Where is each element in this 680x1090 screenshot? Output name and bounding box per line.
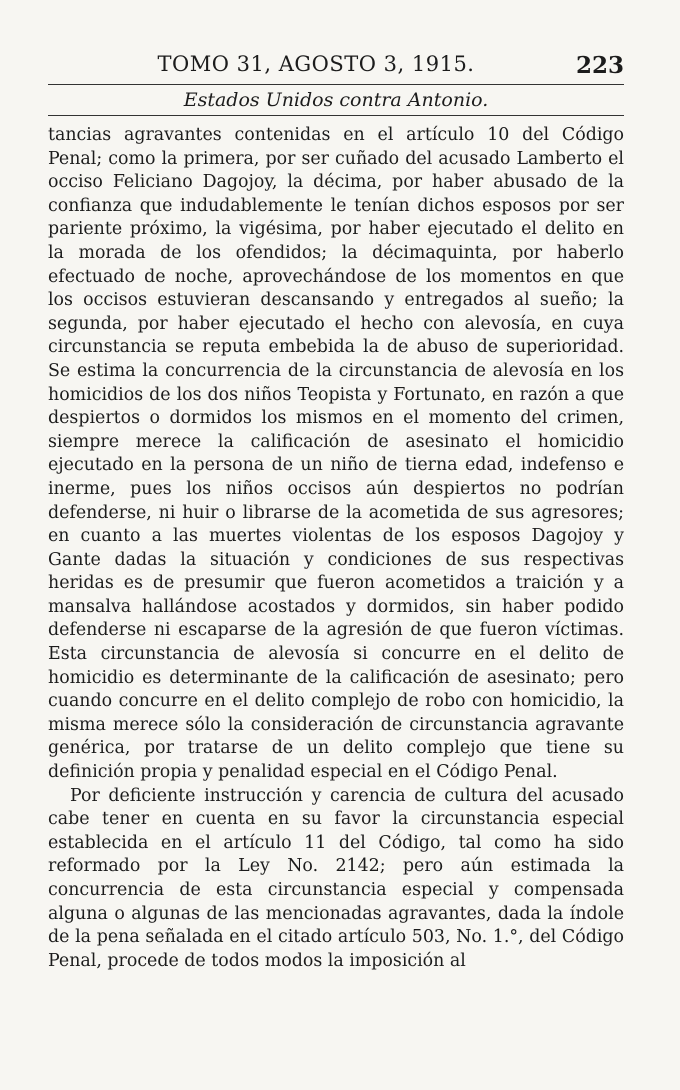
paragraph-2: Por deficiente instrucción y carencia de cultura del acusado cabe tener en cuenta en su favor la circunstancia especial establecida en el artículo 11 del Código, tal como ha sido reformado por la Ley No. 2142; pero aún estimada la concurrencia de esta circunstancia especial y compensada alguna o algunas de las mencionadas agravantes, dada la índole de la pena señalada en el citado artículo 503, No. 1.°, del Código Penal, procede de todos modos la imposición al [48,785,624,971]
body-text [48,124,624,973]
paragraph-1: tancias agravantes contenidas en el artículo 10 del Código Penal; como la primera, por ser cuñado del acusado Lamberto el occiso Feliciano Dagojoy, la décima, por haber abusado de la confianza que indudablemente le tenían dichos esposos por ser pariente próximo, la vigésima, por haber ejecutado el delito en la morada de los ofendidos; la décimaquinta, por haberlo efectuado de noche, aprovechándose de los momentos en que los occisos estuvieran descansando y entregados al sueño; la segunda, por haber ejecutado el hecho con alevosía, en cuya circunstancia se reputa embebida la de abuso de superioridad. Se estima la concurrencia de la circunstancia de alevosía en los homicidios de los dos niños Teopista y Fortunato, en razón a que despiertos o dormidos los mismos en el momento del crimen, siempre merece la calificación de asesinato el homicidio ejecutado en la persona de un niño de tierna edad, indefenso e inerme, pues los niños occisos aún despiertos no podrían defenderse, ni huir o librarse de la acometida de sus agresores; en cuanto a las muertes violentas de los esposos Dagojoy y Gante dadas la situación y condiciones de sus respectivas heridas es de presumir que fueron acometidos a traición y a mansalva hallándose acostados y dormidos, sin haber podido defenderse ni escaparse de la agresión de que fueron víctimas. Esta circunstancia de alevosía si concurre en el delito de homicidio es determinante de la calificación de asesinato; pero cuando concurre en el delito complejo de robo con homicidio, la misma merece sólo la consideración de circunstancia agravante genérica, por tratarse de un delito complejo que tiene su definición propia y penalidad especial en el Código Penal. [48,125,624,783]
case-title: Estados Unidos contra Antonio. [183,89,489,111]
running-head [48,44,624,84]
document-page [48,44,624,973]
page-number: 223 [575,52,624,79]
header-rule-bottom [48,115,624,116]
running-title: TOMO 31, AGOSTO 3, 1915. [157,52,475,76]
